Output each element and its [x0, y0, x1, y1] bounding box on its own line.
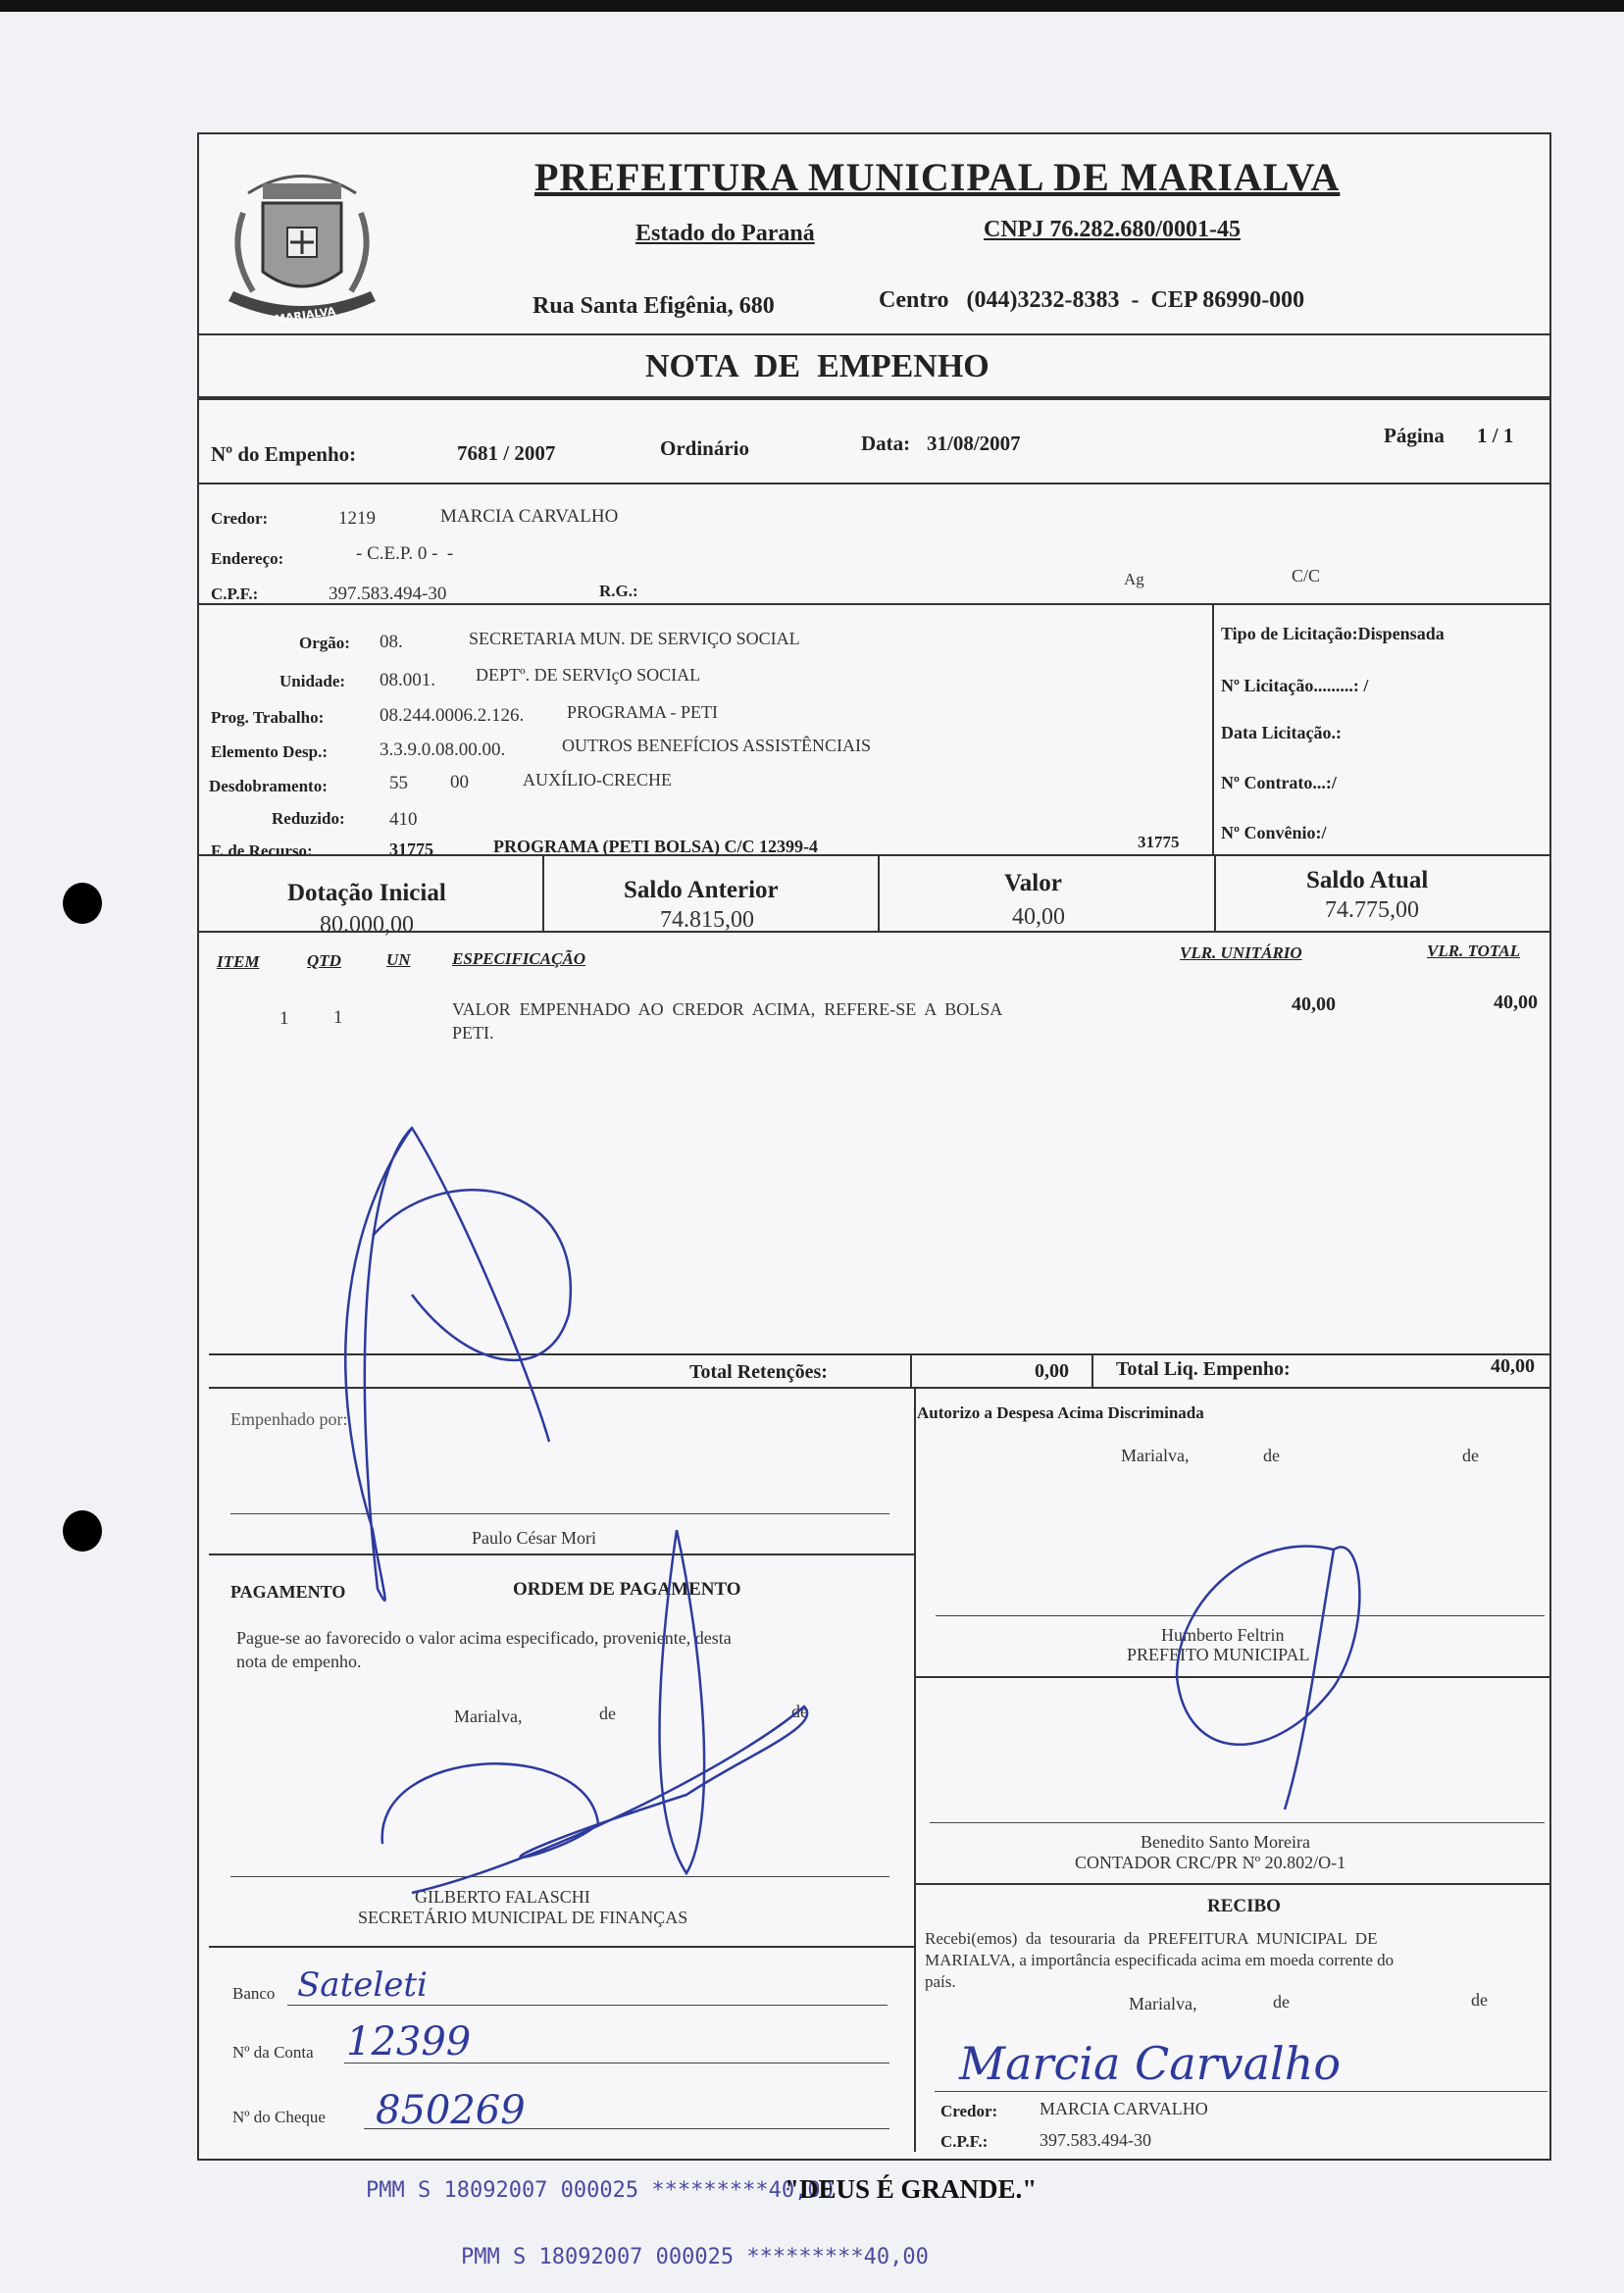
prefeito-name: Humberto Feltrin [1161, 1625, 1285, 1645]
desdobramento-name: AUXÍLIO-CRECHE [523, 770, 672, 790]
pagamento-de-1: de [599, 1704, 616, 1723]
address-contact: Centro (044)3232-8383 - CEP 86990-000 [879, 287, 1305, 313]
conta-label: Nº da Conta [232, 2043, 314, 2062]
autorizo-de-2: de [1462, 1446, 1479, 1465]
orgao-code: 08. [380, 632, 403, 652]
recurso-label: F. de Recurso: [211, 841, 313, 860]
credor-code: 1219 [338, 508, 376, 529]
address-street: Rua Santa Efigênia, 680 [533, 293, 775, 319]
scan-top-edge [0, 0, 1624, 12]
valor-label: Valor [1004, 870, 1062, 896]
autorizo-de-1: de [1263, 1446, 1280, 1465]
contador-name: Benedito Santo Moreira [1141, 1832, 1310, 1852]
page-title: PREFEITURA MUNICIPAL DE MARIALVA [534, 155, 1341, 199]
empenhado-por-label: Empenhado por: [230, 1409, 348, 1429]
saldo-anterior-value: 74.815,00 [660, 907, 754, 933]
pagamento-de-2: de [791, 1702, 808, 1721]
footer-motto: "DEUS É GRANDE." [785, 2174, 1038, 2204]
total-liquido-label: Total Liq. Empenho: [1116, 1358, 1291, 1380]
endereco-label: Endereço: [211, 549, 284, 568]
saldo-atual-label: Saldo Atual [1306, 867, 1429, 893]
prefeito-title: PREFEITO MUNICIPAL [1127, 1645, 1310, 1664]
total-retencoes-label: Total Retenções: [689, 1361, 828, 1383]
recurso-code-right: 31775 [1138, 833, 1180, 851]
secretario-name: GILBERTO FALASCHI [415, 1887, 590, 1907]
orgao-name: SECRETARIA MUN. DE SERVIÇO SOCIAL [469, 629, 800, 648]
item-unit-value: 40,00 [1292, 994, 1336, 1015]
dotacao-inicial-value: 80.000,00 [320, 912, 414, 938]
banco-handwritten: Sateleti [297, 1965, 428, 2005]
saldo-atual-value: 74.775,00 [1325, 897, 1419, 923]
credor-name: MARCIA CARVALHO [440, 506, 619, 527]
page-number: 1 / 1 [1477, 424, 1514, 447]
recibo-title: RECIBO [1207, 1896, 1281, 1916]
cpf-value: 397.583.494-30 [329, 584, 447, 604]
autorizo-city: Marialva, [1121, 1446, 1190, 1465]
empenho-date: 31/08/2007 [927, 432, 1021, 455]
valor-value: 40,00 [1012, 904, 1065, 930]
saldo-anterior-label: Saldo Anterior [624, 877, 779, 903]
unidade-label: Unidade: [279, 672, 346, 690]
recibo-de-2: de [1471, 1990, 1488, 2010]
state-name: Estado do Paraná [635, 221, 815, 246]
pagamento-text-line2: nota de empenho. [236, 1652, 362, 1671]
col-header-vlr-unitario: VLR. UNITÁRIO [1180, 943, 1302, 962]
page-label: Página [1384, 424, 1445, 447]
convenio-numero: Nº Convênio:/ [1221, 823, 1327, 842]
total-liquido-value: 40,00 [1491, 1355, 1535, 1377]
licitacao-numero: Nº Licitação.........: / [1221, 676, 1369, 695]
recibo-cpf-label: C.P.F.: [940, 2132, 989, 2151]
dotacao-inicial-label: Dotação Inicial [287, 880, 446, 906]
recibo-text-line2: MARIALVA, a importância especificada acima em moeda corrente do [925, 1951, 1395, 1969]
prog-trabalho-code: 08.244.0006.2.126. [380, 705, 525, 726]
footer-stamp-1: PMM S 18092007 000025 *********40,00 [366, 2178, 834, 2203]
nota-empenho-form [197, 132, 1551, 2161]
empenho-number: 7681 / 2007 [457, 441, 556, 465]
recibo-city: Marialva, [1129, 1994, 1197, 2013]
cpf-label: C.P.F.: [211, 585, 259, 603]
ordem-pagamento-label: ORDEM DE PAGAMENTO [513, 1579, 741, 1600]
punch-hole-top [63, 883, 102, 924]
unidade-name: DEPTº. DE SERVIçO SOCIAL [476, 665, 701, 685]
item-qtd: 1 [333, 1007, 343, 1028]
autorizo-label: Autorizo a Despesa Acima Discriminada [917, 1403, 1204, 1422]
empenho-number-label: Nº do Empenho: [211, 442, 357, 466]
credor-label: Credor: [211, 509, 269, 528]
col-header-vlr-total: VLR. TOTAL [1427, 942, 1521, 960]
desdobramento-code: 55 [389, 773, 408, 793]
col-header-qtd: QTD [307, 951, 341, 970]
document-title: NOTA DE EMPENHO [645, 348, 990, 384]
elemento-label: Elemento Desp.: [211, 742, 328, 761]
recibo-de-1: de [1273, 1992, 1290, 2012]
item-number: 1 [279, 1008, 289, 1029]
punch-hole-bottom [63, 1510, 102, 1552]
item-spec-line1: VALOR EMPENHADO AO CREDOR ACIMA, REFERE-SE A BOLSA [452, 999, 1003, 1019]
cheque-handwritten: 850269 [376, 2088, 526, 2133]
col-header-especificacao: ESPECIFICAÇÃO [452, 949, 586, 968]
unidade-code: 08.001. [380, 670, 435, 690]
credor-signature: Marcia Carvalho [959, 2037, 1342, 2090]
desdobramento-sub: 00 [450, 772, 469, 792]
empenho-date-label: Data: [861, 432, 911, 455]
licitacao-tipo: Tipo de Licitação:Dispensada [1221, 624, 1445, 643]
col-header-item: ITEM [217, 952, 260, 971]
recibo-text-line3: país. [925, 1972, 956, 1991]
contrato-numero: Nº Contrato...:/ [1221, 773, 1337, 792]
elemento-name: OUTROS BENEFÍCIOS ASSISTÊNCIAIS [562, 736, 872, 755]
secretario-title: SECRETÁRIO MUNICIPAL DE FINANÇAS [358, 1908, 688, 1927]
cnpj: CNPJ 76.282.680/0001-45 [984, 217, 1241, 242]
seal-banner-text: MARIALVA [274, 304, 336, 327]
desdobramento-label: Desdobramento: [209, 777, 328, 795]
cc-label: C/C [1292, 566, 1321, 586]
conta-handwritten: 12399 [346, 2019, 472, 2064]
recibo-credor-name: MARCIA CARVALHO [1040, 2099, 1208, 2118]
rg-label: R.G.: [599, 582, 638, 600]
total-retencoes-value: 0,00 [1035, 1360, 1069, 1382]
item-total-value: 40,00 [1494, 992, 1538, 1013]
ag-label: Ag [1124, 570, 1144, 588]
prog-trabalho-name: PROGRAMA - PETI [567, 702, 719, 722]
col-header-un: UN [386, 950, 411, 969]
empenho-type: Ordinário [660, 436, 750, 460]
empenhado-por-name: Paulo César Mori [472, 1528, 596, 1548]
pagamento-text-line1: Pague-se ao favorecido o valor acima especificado, proveniente, desta [236, 1628, 732, 1648]
pagamento-city: Marialva, [454, 1707, 523, 1726]
cheque-label: Nº do Cheque [232, 2108, 326, 2126]
elemento-code: 3.3.9.0.08.00.00. [380, 739, 506, 760]
recibo-text-line1: Recebi(emos) da tesouraria da PREFEITURA MUNICIPAL DE [925, 1929, 1378, 1948]
recibo-credor-label: Credor: [940, 2102, 998, 2120]
footer-stamp-2: PMM S 18092007 000025 *********40,00 [461, 2245, 929, 2269]
recurso-code: 31775 [389, 840, 433, 859]
prog-trabalho-label: Prog. Trabalho: [211, 708, 325, 727]
reduzido-value: 410 [389, 809, 418, 830]
item-spec-line2: PETI. [452, 1023, 494, 1043]
contador-title: CONTADOR CRC/PR Nº 20.802/O-1 [1075, 1853, 1346, 1872]
orgao-label: Orgão: [299, 634, 350, 652]
recibo-cpf-value: 397.583.494-30 [1040, 2130, 1151, 2150]
banco-label: Banco [232, 1984, 276, 2003]
licitacao-data: Data Licitação.: [1221, 723, 1342, 742]
endereco-value: - C.E.P. 0 - - [356, 543, 454, 564]
recurso-name: PROGRAMA (PETI BOLSA) C/C 12399-4 [493, 837, 819, 856]
pagamento-label: PAGAMENTO [230, 1582, 346, 1602]
reduzido-label: Reduzido: [272, 809, 345, 828]
